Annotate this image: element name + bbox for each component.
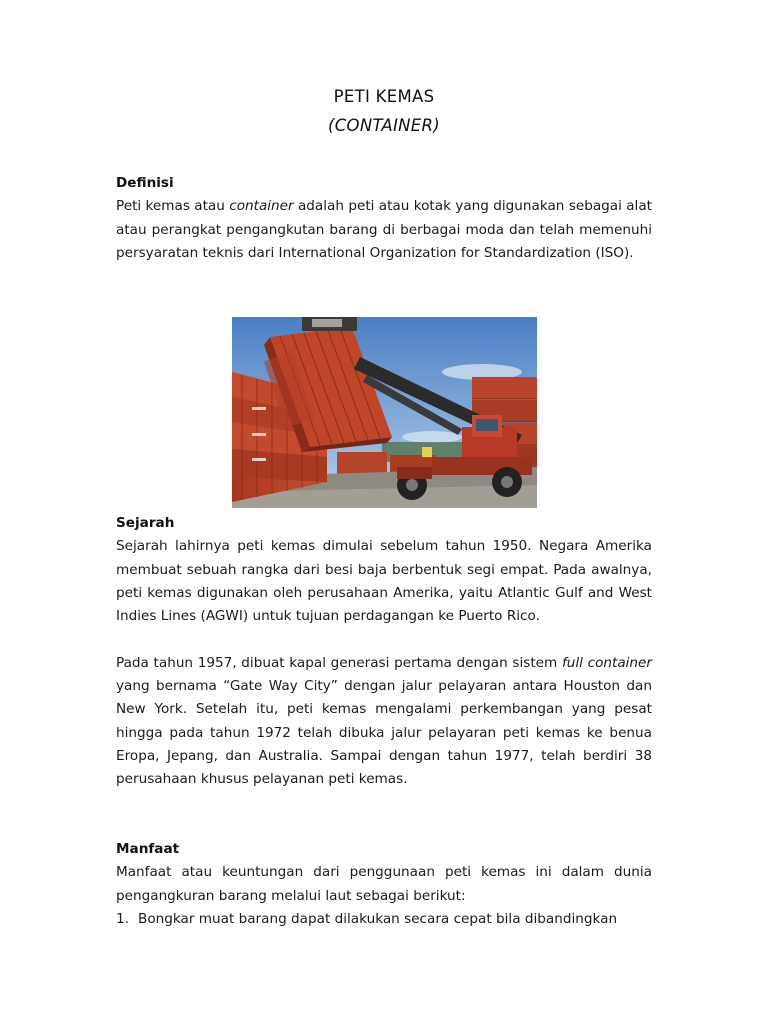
document-subtitle: (CONTAINER) <box>328 116 440 135</box>
sejarah-paragraph-1: Sejarah lahirnya peti kemas dimulai sebelum tahun 1950. Negara Amerika membuat sebuah rangka dari besi baja berbentuk segi empat. Pada awalnya, peti kemas digunakan oleh perusahaan Amerika, yaitu Atlantic Gulf and West Indies Lines (AGWI) untuk tujuan perdagangan ke Puerto Rico. <box>116 538 652 625</box>
manfaat-intro: Manfaat atau keuntungan dari penggunaan peti kemas ini dalam dunia pengangkuran barang melalui laut sebagai berikut: <box>116 864 652 904</box>
section-manfaat <box>116 838 652 931</box>
document-title: PETI KEMAS <box>333 87 435 106</box>
manfaat-list <box>116 908 652 931</box>
list-item-number: 1. <box>116 910 129 927</box>
definisi-paragraph: Peti kemas atau container adalah peti atau kotak yang digunakan sebagai alat atau perangkat pengangkutan barang di berbagai moda dan telah memenuhi persyaratan teknis dari International Organization for Standardization (ISO). <box>116 198 652 261</box>
section-definisi <box>116 172 652 265</box>
section-sejarah <box>116 512 652 792</box>
list-item-text: Bongkar muat barang dapat dilakukan secara cepat bila dibandingkan <box>138 910 618 927</box>
list-item <box>116 908 652 931</box>
sejarah-paragraph-2: Pada tahun 1957, dibuat kapal generasi pertama dengan sistem full container yang bernama “Gate Way City” dengan jalur pelayaran antara Houston dan New York. Setelah itu, peti kemas mengalami perkembangan yang pesat hingga pada tahun 1972 telah dibuka jalur pelayaran peti kemas ke benua Eropa, Jepang, dan Australia. Sampai dengan tahun 1977, telah berdiri 38 perusahaan khusus pelayanan peti kemas. <box>116 654 653 788</box>
heading-definisi: Definisi <box>116 175 174 191</box>
container-handler-photo <box>232 317 537 508</box>
heading-manfaat: Manfaat <box>116 841 180 857</box>
heading-sejarah: Sejarah <box>116 515 175 531</box>
